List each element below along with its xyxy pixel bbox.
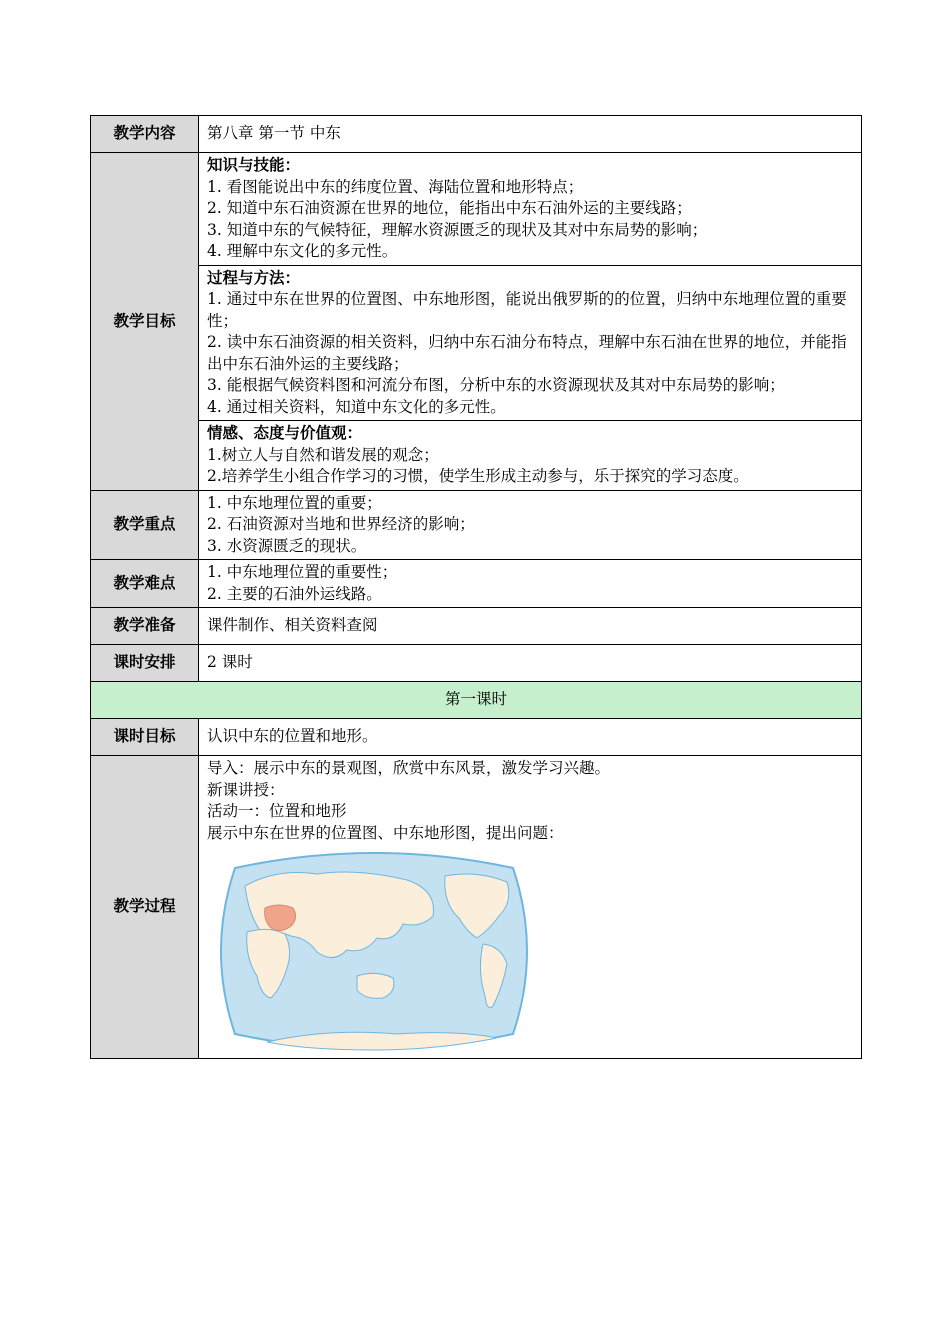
label-teaching-process: 教学过程	[91, 756, 199, 1059]
section-first-lesson: 第一课时	[91, 682, 862, 719]
row-teaching-content	[91, 116, 862, 153]
attitude-title: 情感、态度与价值观：	[207, 424, 363, 442]
row-lesson-goal	[91, 719, 862, 756]
row-goals-knowledge	[91, 153, 862, 266]
knowledge-item: 2. 知道中东石油资源在世界的地位，能指出中东石油外运的主要线路；	[207, 199, 692, 217]
attitude-item: 2.培养学生小组合作学习的习惯，使学生形成主动参与，乐于探究的学习态度。	[207, 467, 749, 485]
row-schedule	[91, 645, 862, 682]
process-line: 导入：展示中东的景观图，欣赏中东风景，激发学习兴趣。	[207, 759, 611, 777]
row-section-first-lesson	[91, 682, 862, 719]
value-schedule: 2 课时	[199, 645, 862, 682]
process-item: 4. 通过相关资料，知道中东文化的多元性。	[207, 397, 506, 416]
label-lesson-goal: 课时目标	[91, 719, 199, 756]
process-item: 3. 能根据气候资料图和河流分布图，分析中东的水资源现状及其对中东局势的影响；	[207, 376, 785, 394]
knowledge-title: 知识与技能：	[207, 156, 301, 174]
label-teaching-content: 教学内容	[91, 116, 199, 153]
goals-process	[199, 265, 862, 421]
value-preparation: 课件制作、相关资料查阅	[199, 608, 862, 645]
key-point-item: 3. 水资源匮乏的现状。	[207, 536, 367, 555]
label-difficulties: 教学难点	[91, 560, 199, 608]
attitude-item: 1.树立人与自然和谐发展的观念；	[207, 445, 439, 464]
goals-attitude	[199, 421, 862, 491]
row-preparation	[91, 608, 862, 645]
process-line: 展示中东在世界的位置图、中东地形图，提出问题：	[207, 823, 564, 842]
row-difficulties	[91, 560, 862, 608]
label-preparation: 教学准备	[91, 608, 199, 645]
value-teaching-content: 第八章 第一节 中东	[199, 116, 862, 153]
label-key-points: 教学重点	[91, 490, 199, 560]
value-lesson-goal: 认识中东的位置和地形。	[199, 719, 862, 756]
row-goals-process	[91, 265, 862, 421]
process-item: 1. 通过中东在世界的位置图、中东地形图，能说出俄罗斯的的位置，归纳中东地理位置的重要性；	[207, 290, 847, 330]
lesson-plan-table	[90, 115, 862, 1059]
row-goals-attitude	[91, 421, 862, 491]
difficulties	[199, 560, 862, 608]
knowledge-item: 1. 看图能说出中东的纬度位置、海陆位置和地形特点；	[207, 177, 584, 196]
teaching-process	[199, 756, 862, 1059]
world-map-icon	[207, 846, 853, 1056]
process-title: 过程与方法：	[207, 268, 301, 287]
goals-knowledge	[199, 153, 862, 266]
difficulty-item: 1. 中东地理位置的重要性；	[207, 563, 398, 581]
map-australia	[357, 973, 394, 998]
label-teaching-goals: 教学目标	[91, 153, 199, 491]
key-point-item: 2. 石油资源对当地和世界经济的影响；	[207, 515, 475, 533]
row-teaching-process	[91, 756, 862, 1059]
key-point-item: 1. 中东地理位置的重要；	[207, 493, 382, 512]
process-line: 新课讲授：	[207, 780, 285, 799]
label-schedule: 课时安排	[91, 645, 199, 682]
row-key-points	[91, 490, 862, 560]
process-item: 2. 读中东石油资源的相关资料，归纳中东石油分布特点，理解中东石油在世界的地位，并能指出中东石油外运的主要线路；	[207, 333, 847, 373]
key-points	[199, 490, 862, 560]
difficulty-item: 2. 主要的石油外运线路。	[207, 584, 382, 603]
process-line: 活动一：位置和地形	[207, 802, 347, 820]
knowledge-item: 4. 理解中东文化的多元性。	[207, 242, 398, 260]
knowledge-item: 3. 知道中东的气候特征，理解水资源匮乏的现状及其对中东局势的影响；	[207, 220, 708, 239]
world-map-svg	[207, 846, 541, 1056]
